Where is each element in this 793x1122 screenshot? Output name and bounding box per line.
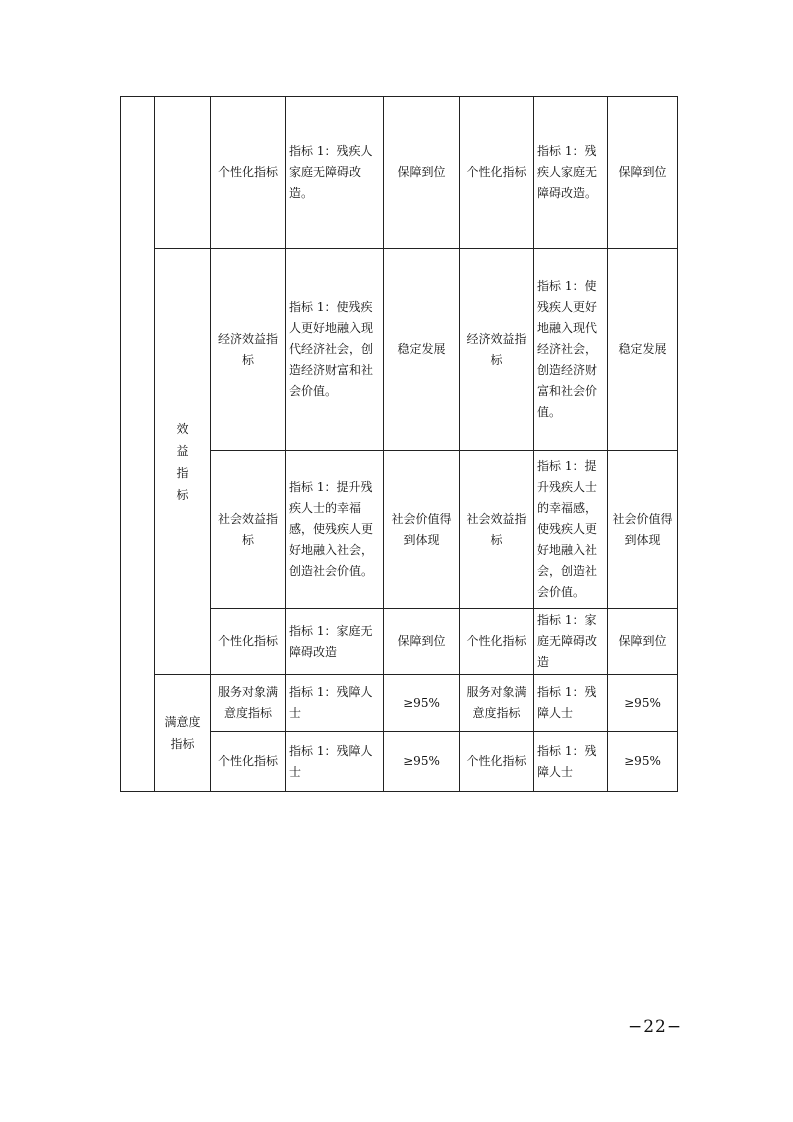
indicator-content-2: 指标 1：家庭无障碍改造 [534, 609, 608, 675]
level2-category-cell-blank [155, 97, 211, 249]
indicator-name-2: 服务对象满意度指标 [460, 675, 534, 732]
indicator-name-2: 个性化指标 [460, 97, 534, 249]
indicator-target: 保障到位 [384, 97, 460, 249]
indicator-content: 指标 1：残障人士 [286, 732, 384, 792]
indicator-content-2: 指标 1：残障人士 [534, 732, 608, 792]
indicator-target: 保障到位 [384, 609, 460, 675]
table-row [121, 97, 678, 249]
indicator-content-2: 指标 1：提升残疾人士的幸福感，使残疾人更好地融入社会，创造社会价值。 [534, 451, 608, 609]
indicator-name-2: 个性化指标 [460, 732, 534, 792]
indicator-name: 经济效益指标 [211, 249, 286, 451]
outer-level1-cell [121, 97, 155, 792]
category-satisfaction-cell [155, 675, 211, 792]
category-benefit-label: 效益指标 [176, 421, 189, 502]
indicator-content-2: 指标 1：使残疾人更好地融入现代经济社会，创造经济财富和社会价值。 [534, 249, 608, 451]
category-benefit-cell [155, 249, 211, 675]
indicator-content-2: 指标 1：残障人士 [534, 675, 608, 732]
indicator-content: 指标 1：使残疾人更好地融入现代经济社会，创造经济财富和社会价值。 [286, 249, 384, 451]
indicator-name: 个性化指标 [211, 732, 286, 792]
indicator-content: 指标 1：残疾人家庭无障碍改造。 [286, 97, 384, 249]
indicator-content: 指标 1：家庭无障碍改造 [286, 609, 384, 675]
indicator-target-2: ≥95% [608, 675, 678, 732]
indicator-target: ≥95% [384, 732, 460, 792]
indicator-target: ≥95% [384, 675, 460, 732]
category-satisfaction-label: 满意度指标 [164, 715, 201, 751]
indicator-target-2: 社会价值得到体现 [608, 451, 678, 609]
indicator-name-2: 社会效益指标 [460, 451, 534, 609]
table-row [121, 675, 678, 732]
page-number: −22− [628, 1017, 683, 1037]
table-row [121, 249, 678, 451]
indicator-name: 个性化指标 [211, 609, 286, 675]
indicator-target-2: 保障到位 [608, 97, 678, 249]
performance-indicator-table [120, 96, 678, 792]
indicator-name-2: 经济效益指标 [460, 249, 534, 451]
indicator-name: 服务对象满意度指标 [211, 675, 286, 732]
indicator-target-2: ≥95% [608, 732, 678, 792]
indicator-target: 社会价值得到体现 [384, 451, 460, 609]
indicator-content: 指标 1：残障人士 [286, 675, 384, 732]
indicator-name: 个性化指标 [211, 97, 286, 249]
indicator-name-2: 个性化指标 [460, 609, 534, 675]
indicator-content: 指标 1：提升残疾人士的幸福感，使残疾人更好地融入社会，创造社会价值。 [286, 451, 384, 609]
indicator-name: 社会效益指标 [211, 451, 286, 609]
indicator-target-2: 保障到位 [608, 609, 678, 675]
indicator-target: 稳定发展 [384, 249, 460, 451]
indicator-target-2: 稳定发展 [608, 249, 678, 451]
indicator-content-2: 指标 1：残疾人家庭无障碍改造。 [534, 97, 608, 249]
